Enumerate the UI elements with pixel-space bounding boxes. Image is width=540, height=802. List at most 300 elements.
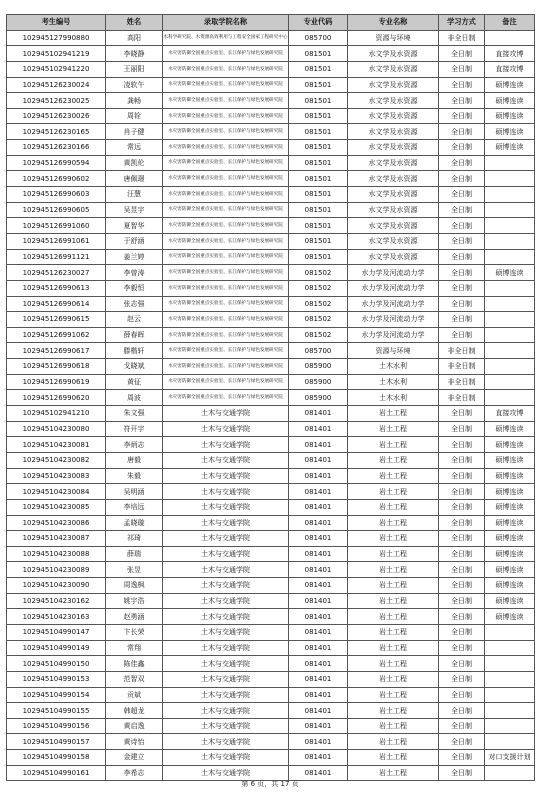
cell-study-mode: 全日制 (439, 531, 485, 547)
cell-major-name: 岩土工程 (348, 531, 439, 547)
cell-name: 张志强 (106, 296, 163, 312)
cell-student-id: 102945126991121 (7, 249, 106, 265)
table-row (7, 609, 535, 625)
cell-major-code: 085700 (289, 30, 348, 46)
cell-student-id: 102945104990147 (7, 624, 106, 640)
table-row (7, 484, 535, 500)
cell-name: 于舒涵 (106, 233, 163, 249)
cell-college: 水灾害防御全国重点实验室、长江保护与绿色发展研究院 (163, 312, 289, 328)
table-row (7, 703, 535, 719)
cell-college: 土木与交通学院 (163, 718, 289, 734)
cell-major-code: 085900 (289, 359, 348, 375)
table-row (7, 499, 535, 515)
cell-note (485, 312, 535, 328)
cell-college: 土木与交通学院 (163, 531, 289, 547)
cell-college: 土木与交通学院 (163, 687, 289, 703)
cell-name: 吴明涵 (106, 484, 163, 500)
cell-college: 水灾害防御全国重点实验室、长江保护与绿色发展研究院 (163, 46, 289, 62)
cell-student-id: 102945127990880 (7, 30, 106, 46)
cell-major-code: 081401 (289, 656, 348, 672)
cell-college: 水灾害防御全国重点实验室、长江保护与绿色发展研究院 (163, 155, 289, 171)
cell-note: 硕博连读 (485, 93, 535, 109)
admission-table (6, 14, 535, 781)
cell-note (485, 374, 535, 390)
cell-student-id: 102945126990614 (7, 296, 106, 312)
cell-name: 李培远 (106, 499, 163, 515)
cell-major-code: 081401 (289, 499, 348, 515)
cell-major-name: 岩土工程 (348, 499, 439, 515)
cell-major-code: 081401 (289, 578, 348, 594)
cell-major-name: 岩土工程 (348, 452, 439, 468)
table-row (7, 171, 535, 187)
table-row (7, 750, 535, 766)
cell-major-name: 土木水利 (348, 374, 439, 390)
cell-study-mode: 非全日制 (439, 343, 485, 359)
cell-study-mode: 非全日制 (439, 359, 485, 375)
cell-major-code: 081401 (289, 484, 348, 500)
cell-note (485, 343, 535, 359)
cell-major-name: 水文学及水资源 (348, 155, 439, 171)
cell-major-name: 岩土工程 (348, 562, 439, 578)
cell-major-name: 水力学及河流动力学 (348, 327, 439, 343)
cell-student-id: 102945104990156 (7, 718, 106, 734)
cell-major-name: 岩土工程 (348, 609, 439, 625)
cell-note (485, 249, 535, 265)
cell-student-id: 102945126230026 (7, 108, 106, 124)
cell-study-mode: 全日制 (439, 140, 485, 156)
cell-study-mode: 全日制 (439, 327, 485, 343)
cell-name: 黄凯伦 (106, 155, 163, 171)
cell-college: 水灾害防御全国重点实验室、长江保护与绿色发展研究院 (163, 296, 289, 312)
header-name: 姓名 (106, 15, 163, 31)
cell-study-mode: 全日制 (439, 750, 485, 766)
cell-note: 硕博连读 (485, 593, 535, 609)
cell-college: 土木与交通学院 (163, 640, 289, 656)
cell-name: 凌软午 (106, 77, 163, 93)
cell-student-id: 102945102941210 (7, 406, 106, 422)
cell-major-code: 081501 (289, 93, 348, 109)
cell-major-code: 081401 (289, 531, 348, 547)
cell-student-id: 102945126990617 (7, 343, 106, 359)
table-row (7, 578, 535, 594)
cell-study-mode: 全日制 (439, 296, 485, 312)
cell-major-code: 081401 (289, 452, 348, 468)
cell-name: 吴昱宇 (106, 202, 163, 218)
cell-name: 夏智华 (106, 218, 163, 234)
cell-major-name: 水文学及水资源 (348, 202, 439, 218)
cell-college: 水灾害防御全国重点实验室、长江保护与绿色发展研究院 (163, 374, 289, 390)
cell-college: 土木与交通学院 (163, 765, 289, 781)
table-row (7, 233, 535, 249)
cell-student-id: 102945126990603 (7, 187, 106, 203)
cell-note (485, 703, 535, 719)
cell-college: 土木与交通学院 (163, 468, 289, 484)
cell-note: 硕博连读 (485, 124, 535, 140)
cell-name: 周逸枫 (106, 578, 163, 594)
cell-name: 朱毅 (106, 468, 163, 484)
cell-name: 唐佩璟 (106, 171, 163, 187)
cell-college: 水灾害防御全国重点实验室、长江保护与绿色发展研究院 (163, 187, 289, 203)
cell-name: 赵勇涵 (106, 609, 163, 625)
cell-major-code: 081401 (289, 765, 348, 781)
table-row (7, 140, 535, 156)
cell-major-name: 岩土工程 (348, 437, 439, 453)
cell-note (485, 202, 535, 218)
cell-study-mode: 非全日制 (439, 374, 485, 390)
cell-study-mode: 全日制 (439, 265, 485, 281)
header-college: 录取学院名称 (163, 15, 289, 31)
cell-major-name: 资源与环境 (348, 30, 439, 46)
cell-student-id: 102945104230080 (7, 421, 106, 437)
cell-college: 水科学研究院、水资源高效利用与工程安全国家工程研究中心 (163, 30, 289, 46)
cell-major-name: 水文学及水资源 (348, 93, 439, 109)
cell-note (485, 687, 535, 703)
table-row (7, 296, 535, 312)
cell-college: 土木与交通学院 (163, 750, 289, 766)
table-row (7, 406, 535, 422)
cell-major-code: 081401 (289, 546, 348, 562)
cell-name: 姜兰婷 (106, 249, 163, 265)
cell-major-code: 081401 (289, 593, 348, 609)
cell-major-name: 水文学及水资源 (348, 249, 439, 265)
cell-study-mode: 全日制 (439, 562, 485, 578)
cell-major-code: 081501 (289, 108, 348, 124)
cell-college: 土木与交通学院 (163, 499, 289, 515)
cell-student-id: 102945104230084 (7, 484, 106, 500)
table-row (7, 280, 535, 296)
cell-note: 硕博连读 (485, 468, 535, 484)
cell-major-name: 岩土工程 (348, 593, 439, 609)
cell-college: 土木与交通学院 (163, 452, 289, 468)
cell-college: 水灾害防御全国重点实验室、长江保护与绿色发展研究院 (163, 280, 289, 296)
cell-study-mode: 全日制 (439, 468, 485, 484)
cell-note: 硕博连读 (485, 546, 535, 562)
cell-student-id: 102945126990613 (7, 280, 106, 296)
cell-student-id: 102945104990158 (7, 750, 106, 766)
cell-student-id: 102945126230165 (7, 124, 106, 140)
table-row (7, 327, 535, 343)
cell-major-code: 081401 (289, 671, 348, 687)
cell-college: 水灾害防御全国重点实验室、长江保护与绿色发展研究院 (163, 265, 289, 281)
cell-major-name: 水文学及水资源 (348, 171, 439, 187)
table-row (7, 46, 535, 62)
cell-name: 李晓静 (106, 46, 163, 62)
header-major-code: 专业代码 (289, 15, 348, 31)
cell-study-mode: 全日制 (439, 46, 485, 62)
table-row (7, 437, 535, 453)
cell-study-mode: 全日制 (439, 499, 485, 515)
cell-name: 薛春晖 (106, 327, 163, 343)
cell-student-id: 102945126990605 (7, 202, 106, 218)
cell-major-code: 081401 (289, 468, 348, 484)
cell-name: 周铨 (106, 108, 163, 124)
cell-major-name: 岩土工程 (348, 406, 439, 422)
cell-note (485, 359, 535, 375)
cell-name: 孟晓璇 (106, 515, 163, 531)
cell-college: 土木与交通学院 (163, 421, 289, 437)
table-row (7, 359, 535, 375)
table-row (7, 202, 535, 218)
header-major-name: 专业名称 (348, 15, 439, 31)
table-row (7, 562, 535, 578)
table-row (7, 77, 535, 93)
cell-name: 汪慧 (106, 187, 163, 203)
cell-college: 土木与交通学院 (163, 734, 289, 750)
cell-major-code: 085900 (289, 374, 348, 390)
table-row (7, 515, 535, 531)
table-row (7, 265, 535, 281)
cell-name: 韩超龙 (106, 703, 163, 719)
table-row (7, 656, 535, 672)
cell-major-code: 081401 (289, 624, 348, 640)
cell-major-code: 081502 (289, 312, 348, 328)
cell-note: 直接攻博 (485, 406, 535, 422)
cell-study-mode: 非全日制 (439, 390, 485, 406)
cell-note: 硕博连读 (485, 484, 535, 500)
cell-major-name: 水力学及河流动力学 (348, 280, 439, 296)
cell-college: 土木与交通学院 (163, 624, 289, 640)
cell-major-name: 岩土工程 (348, 468, 439, 484)
cell-student-id: 102945104230088 (7, 546, 106, 562)
cell-major-code: 081401 (289, 703, 348, 719)
cell-college: 水灾害防御全国重点实验室、长江保护与绿色发展研究院 (163, 359, 289, 375)
cell-note (485, 30, 535, 46)
cell-name: 周波 (106, 390, 163, 406)
table-row (7, 452, 535, 468)
cell-study-mode: 全日制 (439, 218, 485, 234)
cell-name: 高阳 (106, 30, 163, 46)
cell-note (485, 296, 535, 312)
cell-major-code: 085900 (289, 390, 348, 406)
cell-college: 水灾害防御全国重点实验室、长江保护与绿色发展研究院 (163, 61, 289, 77)
cell-college: 土木与交通学院 (163, 484, 289, 500)
cell-major-code: 081401 (289, 718, 348, 734)
cell-major-name: 水文学及水资源 (348, 46, 439, 62)
cell-student-id: 102945126990618 (7, 359, 106, 375)
table-row (7, 546, 535, 562)
cell-college: 土木与交通学院 (163, 562, 289, 578)
cell-name: 李炳志 (106, 437, 163, 453)
cell-college: 水灾害防御全国重点实验室、长江保护与绿色发展研究院 (163, 390, 289, 406)
cell-college: 土木与交通学院 (163, 515, 289, 531)
cell-study-mode: 全日制 (439, 187, 485, 203)
cell-study-mode: 全日制 (439, 671, 485, 687)
cell-student-id: 102945104990149 (7, 640, 106, 656)
cell-note: 硕博连读 (485, 562, 535, 578)
cell-study-mode: 全日制 (439, 609, 485, 625)
cell-note: 硕博连读 (485, 77, 535, 93)
cell-major-name: 水力学及河流动力学 (348, 265, 439, 281)
table-row (7, 61, 535, 77)
cell-major-name: 水力学及河流动力学 (348, 312, 439, 328)
cell-study-mode: 全日制 (439, 452, 485, 468)
cell-major-code: 081502 (289, 280, 348, 296)
cell-study-mode: 全日制 (439, 578, 485, 594)
cell-name: 陈佳鑫 (106, 656, 163, 672)
cell-college: 水灾害防御全国重点实验室、长江保护与绿色发展研究院 (163, 171, 289, 187)
cell-study-mode: 全日制 (439, 77, 485, 93)
table-row (7, 718, 535, 734)
cell-student-id: 102945104230090 (7, 578, 106, 594)
cell-college: 土木与交通学院 (163, 609, 289, 625)
cell-major-name: 岩土工程 (348, 624, 439, 640)
cell-student-id: 102945104990157 (7, 734, 106, 750)
cell-study-mode: 全日制 (439, 124, 485, 140)
cell-note: 硕博连读 (485, 140, 535, 156)
table-row (7, 421, 535, 437)
cell-student-id: 102945126990594 (7, 155, 106, 171)
cell-major-code: 081501 (289, 140, 348, 156)
header-study-mode: 学习方式 (439, 15, 485, 31)
cell-student-id: 102945126991061 (7, 233, 106, 249)
cell-note: 硕博连读 (485, 421, 535, 437)
cell-study-mode: 全日制 (439, 765, 485, 781)
cell-study-mode: 全日制 (439, 108, 485, 124)
cell-note: 直接攻博 (485, 46, 535, 62)
cell-major-name: 水文学及水资源 (348, 187, 439, 203)
table-body (7, 30, 535, 781)
cell-note: 硕博连读 (485, 515, 535, 531)
cell-major-name: 水文学及水资源 (348, 61, 439, 77)
cell-college: 水灾害防御全国重点实验室、长江保护与绿色发展研究院 (163, 202, 289, 218)
cell-major-code: 081501 (289, 46, 348, 62)
cell-major-code: 081501 (289, 249, 348, 265)
cell-note (485, 624, 535, 640)
cell-study-mode: 全日制 (439, 202, 485, 218)
cell-study-mode: 全日制 (439, 280, 485, 296)
cell-major-code: 081401 (289, 437, 348, 453)
cell-major-name: 岩土工程 (348, 515, 439, 531)
cell-study-mode: 全日制 (439, 249, 485, 265)
cell-college: 土木与交通学院 (163, 546, 289, 562)
cell-name: 卞长荣 (106, 624, 163, 640)
cell-major-name: 水文学及水资源 (348, 77, 439, 93)
cell-note (485, 327, 535, 343)
cell-student-id: 102945104230086 (7, 515, 106, 531)
cell-name: 黄诗怡 (106, 734, 163, 750)
cell-study-mode: 全日制 (439, 687, 485, 703)
cell-note: 硕博连读 (485, 531, 535, 547)
cell-college: 水灾害防御全国重点实验室、长江保护与绿色发展研究院 (163, 249, 289, 265)
cell-student-id: 102945126230027 (7, 265, 106, 281)
cell-college: 水灾害防御全国重点实验室、长江保护与绿色发展研究院 (163, 233, 289, 249)
cell-name: 祁琦 (106, 531, 163, 547)
cell-name: 戈晓斌 (106, 359, 163, 375)
cell-note (485, 671, 535, 687)
cell-major-code: 085700 (289, 343, 348, 359)
cell-major-code: 081501 (289, 155, 348, 171)
cell-study-mode: 全日制 (439, 593, 485, 609)
cell-study-mode: 全日制 (439, 312, 485, 328)
cell-student-id: 102945126991062 (7, 327, 106, 343)
table-row (7, 312, 535, 328)
cell-major-code: 081401 (289, 609, 348, 625)
cell-student-id: 102945104230085 (7, 499, 106, 515)
cell-student-id: 102945104990150 (7, 656, 106, 672)
cell-major-name: 水文学及水资源 (348, 108, 439, 124)
cell-major-code: 081401 (289, 421, 348, 437)
table-row (7, 734, 535, 750)
cell-student-id: 102945126230025 (7, 93, 106, 109)
cell-student-id: 102945102941220 (7, 61, 106, 77)
cell-college: 土木与交通学院 (163, 437, 289, 453)
cell-study-mode: 全日制 (439, 656, 485, 672)
cell-college: 水灾害防御全国重点实验室、长江保护与绿色发展研究院 (163, 93, 289, 109)
cell-college: 水灾害防御全国重点实验室、长江保护与绿色发展研究院 (163, 140, 289, 156)
cell-study-mode: 全日制 (439, 93, 485, 109)
cell-major-name: 岩土工程 (348, 750, 439, 766)
cell-major-name: 岩土工程 (348, 703, 439, 719)
cell-college: 土木与交通学院 (163, 406, 289, 422)
cell-student-id: 102945104230081 (7, 437, 106, 453)
cell-major-name: 水文学及水资源 (348, 233, 439, 249)
cell-note: 硕博连读 (485, 578, 535, 594)
cell-note (485, 218, 535, 234)
table-row (7, 155, 535, 171)
cell-major-code: 081502 (289, 265, 348, 281)
cell-name: 常远 (106, 140, 163, 156)
cell-major-name: 岩土工程 (348, 765, 439, 781)
cell-note (485, 280, 535, 296)
table-row (7, 30, 535, 46)
cell-major-code: 081501 (289, 61, 348, 77)
cell-study-mode: 全日制 (439, 718, 485, 734)
cell-study-mode: 全日制 (439, 515, 485, 531)
cell-name: 薛瑞 (106, 546, 163, 562)
cell-major-code: 081401 (289, 640, 348, 656)
cell-major-name: 水力学及河流动力学 (348, 296, 439, 312)
cell-major-name: 水文学及水资源 (348, 140, 439, 156)
cell-student-id: 102945104230163 (7, 609, 106, 625)
cell-college: 土木与交通学院 (163, 703, 289, 719)
cell-major-code: 081501 (289, 124, 348, 140)
cell-major-code: 081501 (289, 202, 348, 218)
cell-major-code: 081501 (289, 187, 348, 203)
cell-student-id: 102945126230166 (7, 140, 106, 156)
cell-study-mode: 全日制 (439, 61, 485, 77)
cell-student-id: 102945126990615 (7, 312, 106, 328)
cell-student-id: 102945102941219 (7, 46, 106, 62)
table-row (7, 624, 535, 640)
cell-name: 常翔 (106, 640, 163, 656)
cell-study-mode: 全日制 (439, 406, 485, 422)
cell-major-name: 水文学及水资源 (348, 218, 439, 234)
cell-student-id: 102945104990161 (7, 765, 106, 781)
cell-student-id: 102945104230082 (7, 452, 106, 468)
cell-major-code: 081501 (289, 218, 348, 234)
cell-study-mode: 全日制 (439, 437, 485, 453)
cell-college: 土木与交通学院 (163, 656, 289, 672)
header-note: 备注 (485, 15, 535, 31)
cell-major-name: 岩土工程 (348, 687, 439, 703)
cell-note (485, 734, 535, 750)
cell-name: 滕楷轩 (106, 343, 163, 359)
cell-name: 符开宇 (106, 421, 163, 437)
table-row (7, 108, 535, 124)
cell-study-mode: 全日制 (439, 640, 485, 656)
cell-major-name: 岩土工程 (348, 640, 439, 656)
cell-college: 土木与交通学院 (163, 578, 289, 594)
cell-study-mode: 全日制 (439, 624, 485, 640)
cell-student-id: 102945104990154 (7, 687, 106, 703)
cell-note: 对口支援计划 (485, 750, 535, 766)
cell-major-name: 岩土工程 (348, 671, 439, 687)
cell-major-code: 081401 (289, 750, 348, 766)
cell-study-mode: 非全日制 (439, 30, 485, 46)
cell-study-mode: 全日制 (439, 155, 485, 171)
cell-study-mode: 全日制 (439, 233, 485, 249)
table-header-row (7, 15, 535, 31)
